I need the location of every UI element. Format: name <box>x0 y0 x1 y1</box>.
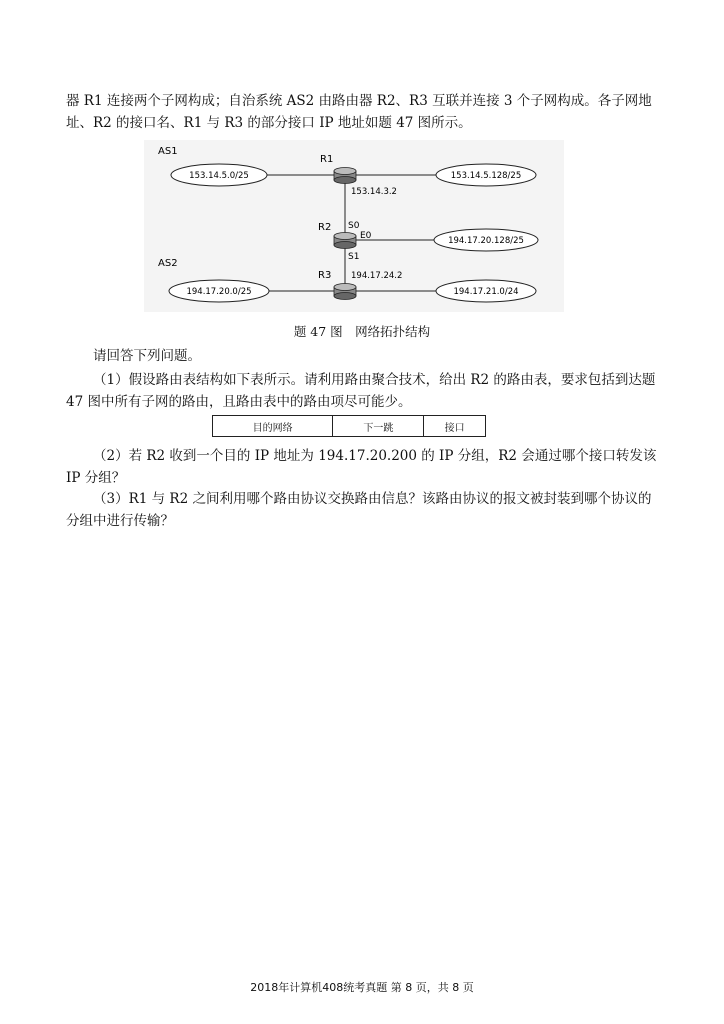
r3-label: R3 <box>318 270 332 281</box>
r1-label: R1 <box>320 154 334 165</box>
question-1: （1）假设路由表结构如下表所示。请利用路由聚合技术，给出 R2 的路由表，要求包括到达题 47 图中所有子网的路由，且路由表中的路由项尽可能少。 <box>66 372 656 410</box>
question-3: （3）R1 与 R2 之间利用哪个路由协议交换路由信息？该路由协议的报文被封装到哪个协议的分组中进行传输？ <box>66 491 652 529</box>
table-header-next-hop: 下一跳 <box>333 416 424 437</box>
question-2: （2）若 R2 收到一个目的 IP 地址为 194.17.20.200 的 IP 分组，R2 会通过哪个接口转发该 IP 分组？ <box>66 448 657 486</box>
subnet-r3-left: 194.17.20.0/25 <box>186 287 252 297</box>
r2-s1-label: S1 <box>348 252 360 262</box>
as1-label: AS1 <box>158 146 178 157</box>
table-header-destination: 目的网络 <box>213 416 333 437</box>
r3-link-ip: 194.17.24.2 <box>351 271 403 281</box>
intro-paragraph: 器 R1 连接两个子网构成；自治系统 AS2 由路由器 R2、R3 互联并连接 3 个子网构成。各子网地址、R2 的接口名、R1 与 R3 的部分接口 IP 地址如题 47 图所示。 <box>66 93 652 131</box>
routing-table-header <box>212 415 486 437</box>
as2-label: AS2 <box>158 258 178 269</box>
table-header-interface: 接口 <box>424 416 486 437</box>
subnet-r2-right: 194.17.20.128/25 <box>448 236 524 246</box>
subnet-r3-right: 194.17.21.0/24 <box>453 287 519 297</box>
r2-s0-label: S0 <box>348 221 360 231</box>
r2-e0-label: E0 <box>360 231 372 241</box>
figure-caption: 题 47 图 网络拓扑结构 <box>293 324 431 339</box>
network-topology-figure <box>144 140 564 312</box>
r2-label: R2 <box>318 222 332 233</box>
router-r3-icon <box>334 284 356 300</box>
question-intro: 请回答下列问题。 <box>93 348 201 364</box>
r1-link-ip: 153.14.3.2 <box>351 187 397 197</box>
page-footer: 2018年计算机408统考真题 第 8 页，共 8 页 <box>250 981 474 994</box>
subnet-r1-left: 153.14.5.0/25 <box>189 171 249 181</box>
router-r1-icon <box>334 168 356 184</box>
subnet-r1-right: 153.14.5.128/25 <box>450 171 522 181</box>
router-r2-icon <box>334 233 356 249</box>
